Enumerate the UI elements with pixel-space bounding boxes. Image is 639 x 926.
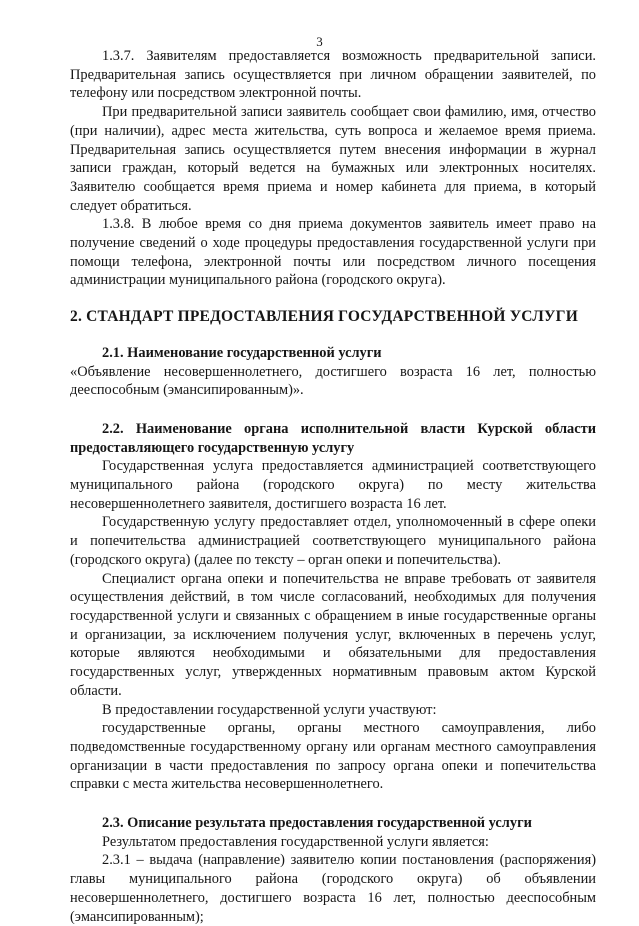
page-number: 3	[316, 34, 323, 49]
paragraph-1-3-7: 1.3.7. Заявителям предоставляется возможность предварительной записи. Предварительная запись осуществляется при личном обращении заявителей, по телефону или посредством электронной почты.	[70, 48, 596, 102]
paragraph-pre-registration: При предварительной записи заявитель сообщает свои фамилию, имя, отчество (при наличии), адрес места жительства, суть вопроса и желаемое время приема. Предварительная запись осуществляется путем внесения информации в журнал записи граждан, который ведется на бумажных или электронных носителях. Заявителю сообщается время приема и номер кабинета для приема, в который следует обратиться.	[70, 104, 596, 214]
section-2-2-paragraph-5: государственные органы, органы местного самоуправления, либо подведомственные государственному органу или органам местного самоуправления организации в части предоставления по запросу органа опеки и попечительства справки с места жительства несовершеннолетнего.	[70, 720, 596, 793]
section-2-2-paragraph-1: Государственная услуга предоставляется администрацией соответствующего муниципального района (городского округа) по месту жительства несовершеннолетнего заявителя, достигшего возраста 16 лет.	[70, 458, 596, 512]
section-2-2-paragraph-3: Специалист органа опеки и попечительства не вправе требовать от заявителя осуществления действий, в том числе согласований, необходимых для получения государственной услуги и связанных с обращением в иные государственные органы и организации, за исключением получения услуг, включенных в перечень услуг, которые являются необходимыми и обязательными для предоставления государственных услуг, утвержденных нормативным правовым актом Курской области.	[70, 570, 596, 699]
section-2-3-paragraph-1: Результатом предоставления государственной услуги является:	[102, 833, 489, 850]
section-2-2-paragraph-2: Государственную услугу предоставляет отдел, уполномоченный в сфере опеки и попечительства администрацией соответствующего муниципального района (городского округа) (далее по тексту – орган опеки и попечительства).	[70, 514, 596, 568]
spacer	[70, 794, 596, 814]
section-2-title: 2. СТАНДАРТ ПРЕДОСТАВЛЕНИЯ ГОСУДАРСТВЕННОЙ УСЛУГИ	[70, 308, 578, 326]
document-body	[70, 47, 596, 926]
section-2-2-paragraph-4: В предоставлении государственной услуги участвуют:	[102, 701, 437, 718]
section-2-2-heading: 2.2. Наименование органа исполнительной власти Курской области предоставляющего государственную услугу	[70, 420, 596, 456]
section-2-1-text: «Объявление несовершеннолетнего, достигшего возраста 16 лет, полностью дееспособным (эмансипированным)».	[70, 363, 596, 399]
section-2-3-paragraph-2: 2.3.1 – выдача (направление) заявителю копии постановления (распоряжения) главы муниципального района (городского округа) об объявлении несовершеннолетнего, достигшего возраста 16 лет, полностью дееспособным (эмансипированным);	[70, 852, 596, 925]
paragraph-1-3-8: 1.3.8. В любое время со дня приема документов заявитель имеет право на получение сведений о ходе процедуры предоставления государственной услуги при помощи телефона, электронной почты или посредством личного посещения администрации муниципального района (городского округа).	[70, 216, 596, 289]
section-2-1-heading: 2.1. Наименование государственной услуги	[102, 344, 382, 361]
spacer	[70, 400, 596, 420]
section-2-3-heading: 2.3. Описание результата предоставления государственной услуги	[102, 815, 532, 832]
